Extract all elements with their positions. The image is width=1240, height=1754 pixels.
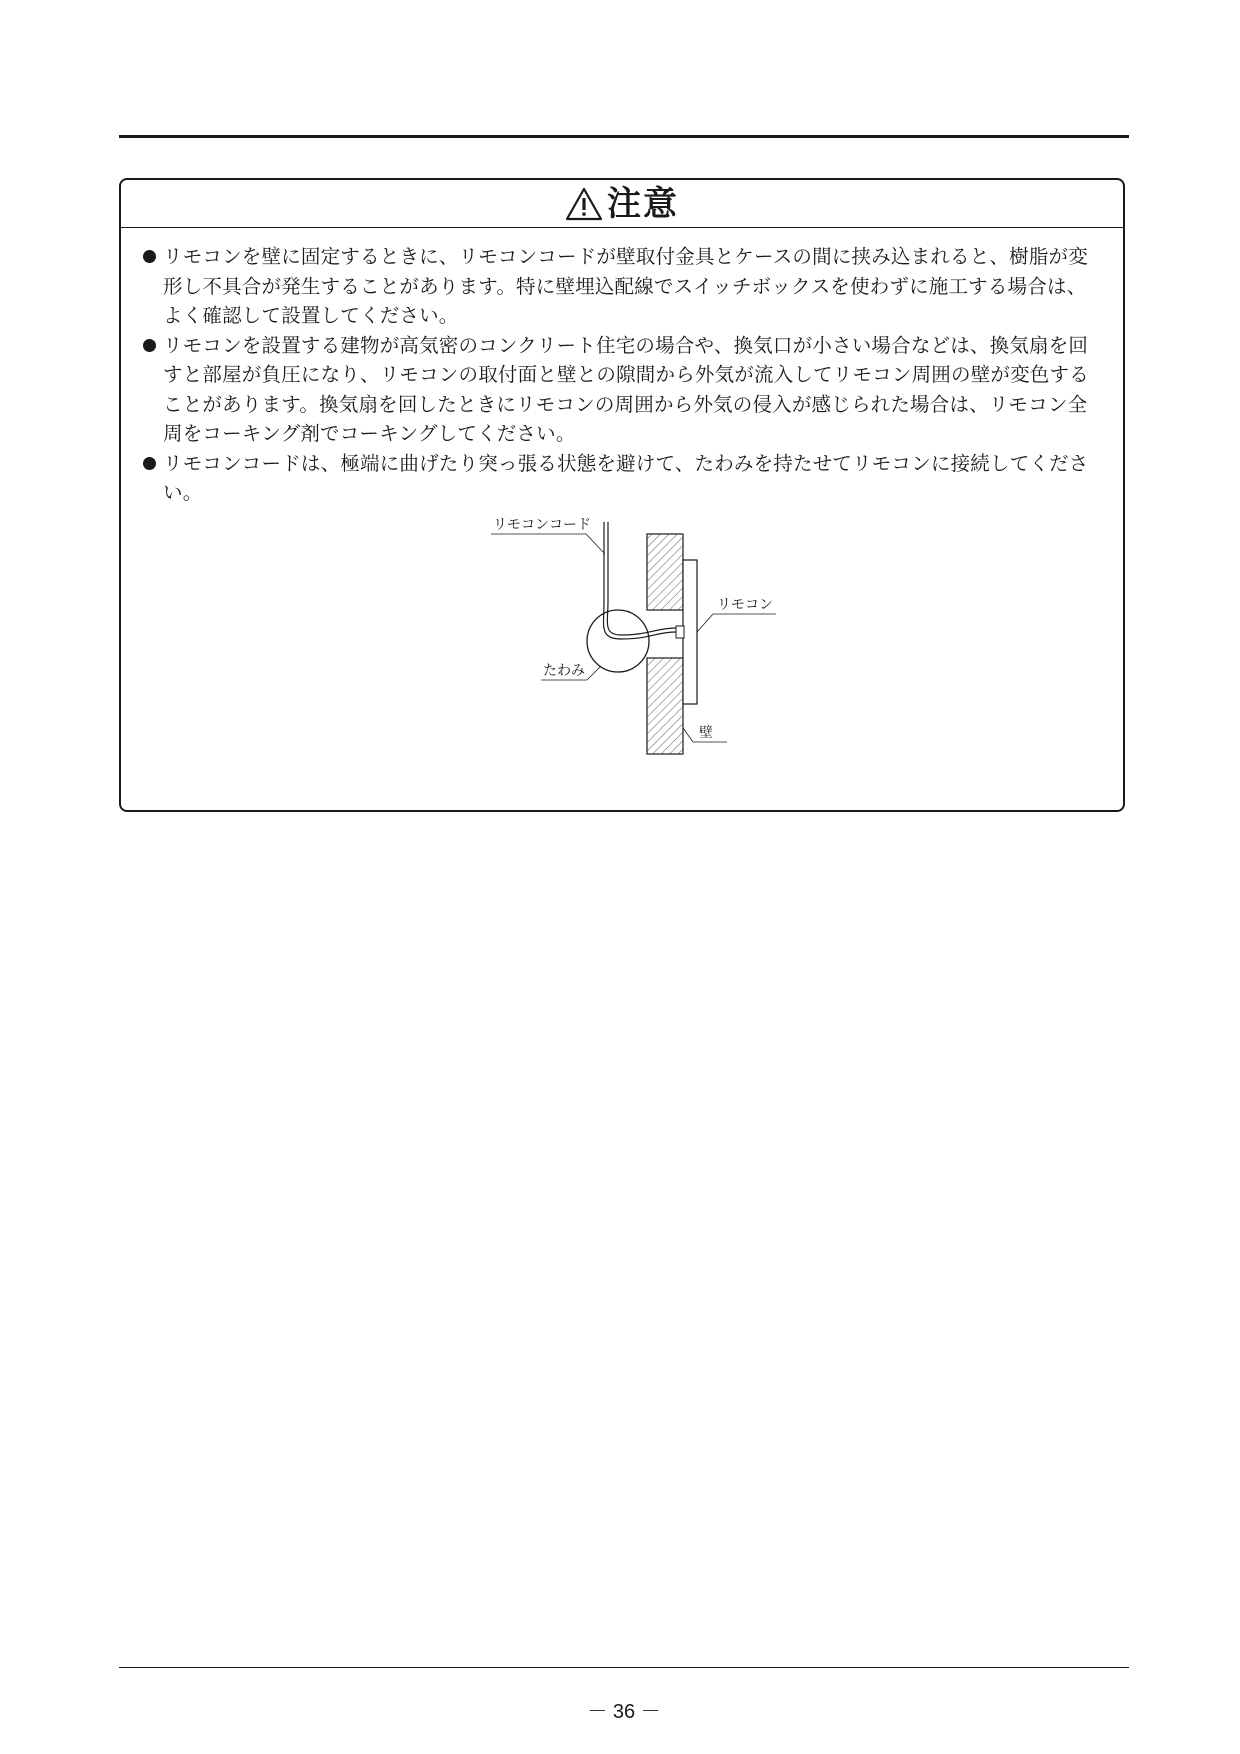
installation-diagram (451, 514, 901, 774)
bottom-rule (119, 1667, 1129, 1668)
caution-header (121, 180, 1123, 228)
caution-item (141, 331, 1101, 449)
wall-lower (647, 658, 683, 754)
connector (676, 626, 684, 638)
caution-box (119, 178, 1125, 812)
cord-leader (586, 534, 605, 554)
wall-leader (683, 728, 693, 742)
wall-label: 壁 (699, 725, 713, 741)
bullet-icon (143, 250, 156, 263)
caution-item (141, 242, 1101, 331)
caution-list (141, 242, 1101, 508)
caution-title: 注意 (607, 183, 679, 224)
bullet-icon (143, 457, 156, 470)
slack-label: たわみ (543, 663, 585, 679)
remote-leader (697, 614, 713, 632)
remote-body (683, 560, 697, 704)
caution-item-text: リモコンを壁に固定するときに、リモコンコードが壁取付金具とケースの間に挟み込まれると、樹脂が変形し不具合が発生することがあります。特に壁埋込配線でスイッチボックスを使わずに施工する場合は、よく確認して設置してください。 (163, 245, 1088, 327)
page-number: － 36 － (587, 1701, 661, 1723)
top-rule (119, 135, 1129, 138)
remote-label: リモコン (717, 597, 773, 613)
slack-loop (587, 610, 649, 672)
warning-icon (565, 186, 603, 222)
bullet-icon (143, 339, 156, 352)
slack-leader (587, 666, 601, 680)
caution-item (141, 449, 1101, 508)
caution-item-text: リモコンコードは、極端に曲げたり突っ張る状態を避けて、たわみを持たせてリモコンに接続してください。 (163, 451, 1089, 504)
caution-item-text: リモコンを設置する建物が高気密のコンクリート住宅の場合や、換気口が小さい場合などは、換気扇を回すと部屋が負圧になり、リモコンの取付面と壁との隙間から外気が流入してリモコン周囲の壁が変色することがあります。換気扇を回したときにリモコンの周囲から外気の侵入が感じられた場合は、リモコン全周をコーキング剤でコーキングしてください。 (163, 333, 1089, 445)
cord-label: リモコンコード (493, 517, 591, 533)
wall-upper (647, 534, 683, 610)
